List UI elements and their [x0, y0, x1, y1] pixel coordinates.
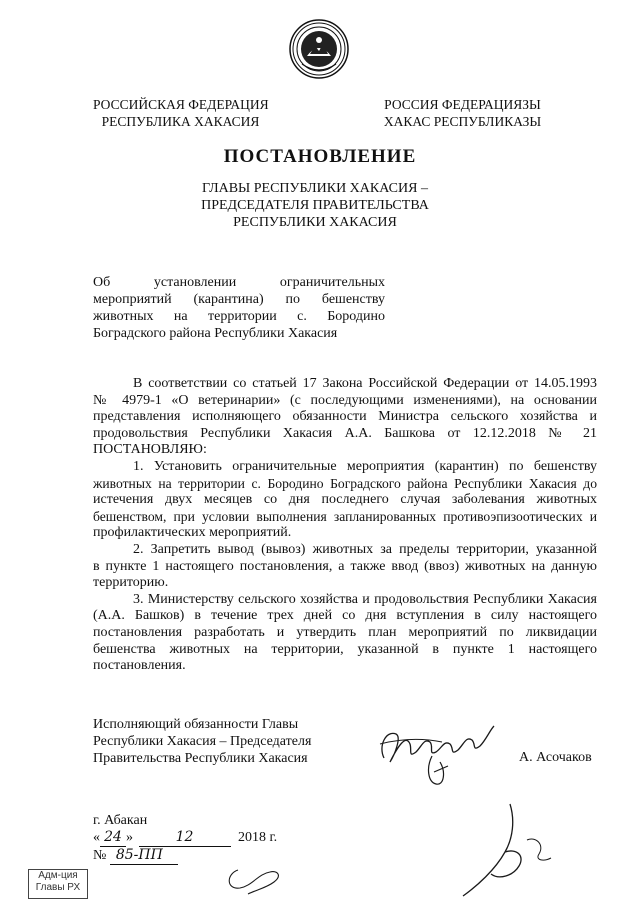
header-left-line2: РЕСПУБЛИКА ХАКАСИЯ	[101, 114, 260, 129]
approval-scribble	[455, 800, 565, 900]
body-line: ПОСТАНОВЛЯЮ:	[93, 442, 207, 458]
subtitle-line: ГЛАВЫ РЕСПУБЛИКИ ХАКАСИЯ –	[202, 181, 428, 196]
body-line: в пункте 1 настоящего постановления, а также ввод (ввоз) животных на данную	[93, 558, 597, 574]
document-body	[93, 376, 597, 675]
stamp-line: Главы РХ	[35, 882, 81, 893]
body-line: территорию.	[93, 575, 169, 591]
body-line: истечения двух месяцев со дня последнего случая заболевания животных	[93, 492, 597, 508]
date-day: 24	[100, 829, 126, 847]
document-subject	[93, 274, 385, 342]
signatory-line: Правительства Республики Хакасия	[93, 751, 308, 766]
body-line: бешенством, при условии выполнения запланированных противоэпизоотических и	[93, 508, 597, 524]
signatory-name: А. Асочаков	[519, 750, 592, 765]
subject-line: Боградского района Республики Хакасия	[93, 326, 338, 341]
place-date-block	[93, 812, 277, 865]
city: г. Абакан	[93, 813, 148, 828]
date-year: 2018 г.	[238, 830, 278, 845]
header-right	[380, 96, 545, 130]
subject-line: животных на территории с. Бородино	[93, 309, 385, 324]
document-number: 85-ПП	[110, 847, 178, 865]
number-prefix: №	[93, 848, 107, 863]
stamp-line: Адм-ция	[38, 870, 78, 881]
body-line: животных на территории с. Бородино Боградского района Республики Хакасия до	[93, 475, 597, 491]
coat-of-arms-emblem	[288, 18, 350, 80]
date-month: 12	[139, 829, 231, 847]
subtitle-line: РЕСПУБЛИКИ ХАКАСИЯ	[233, 215, 397, 230]
body-line: постановления разработать и утвердить план мероприятий по ликвидации	[93, 624, 597, 640]
body-line: продовольствия Республики Хакасия А.А. Башкова от 12.12.2018 № 21	[93, 425, 597, 441]
body-line: профилактических мероприятий.	[93, 525, 292, 541]
body-line: бешенства животных на территории, указанной в пункте 1 настоящего	[93, 641, 597, 657]
registration-scribble	[218, 860, 288, 896]
signatory-line: Исполняющий обязанности Главы	[93, 717, 299, 732]
header-left-line1: РОССИЙСКАЯ ФЕДЕРАЦИЯ	[93, 97, 269, 112]
body-line: № 4979-1 «О ветеринарии» (с последующими изменениями), на основании	[93, 392, 597, 408]
body-line: постановления.	[93, 658, 186, 674]
document-title: ПОСТАНОВЛЕНИЕ	[223, 146, 417, 167]
header-left	[93, 96, 268, 130]
handwritten-signature	[372, 716, 500, 790]
header-right-line2: ХАКАС РЕСПУБЛИКАЗЫ	[383, 114, 542, 129]
subject-line: мероприятий (карантина) по бешенству	[93, 292, 385, 307]
body-line: 2. Запретить вывод (вывоз) животных за пределы территории, указанной	[133, 541, 597, 557]
office-stamp	[28, 869, 88, 899]
header-right-line1: РОССИЯ ФЕДЕРАЦИЯЗЫ	[384, 97, 541, 112]
subject-line: Об установлении ограничительных	[93, 275, 385, 290]
body-line: В соответствии со статьей 17 Закона Российской Федерации от 14.05.1993	[133, 376, 597, 391]
body-line: 1. Установить ограничительные мероприятия (карантин) по бешенству	[133, 458, 597, 474]
signatory-line: Республики Хакасия – Председателя	[93, 734, 312, 749]
body-line: (А.А. Башков) в течение трех дней со дня вступления в силу настоящего	[93, 608, 597, 624]
subtitle-line: ПРЕДСЕДАТЕЛЯ ПРАВИТЕЛЬСТВА	[201, 198, 429, 213]
date-line: « 24 » 12 2018 г.	[93, 829, 278, 845]
signatory-position	[93, 716, 311, 767]
body-line: 3. Министерству сельского хозяйства и продовольствия Республики Хакасия	[133, 591, 597, 607]
document-subtitle	[150, 180, 480, 231]
body-line: представления исполняющего обязанности Министра сельского хозяйства и	[93, 409, 597, 425]
